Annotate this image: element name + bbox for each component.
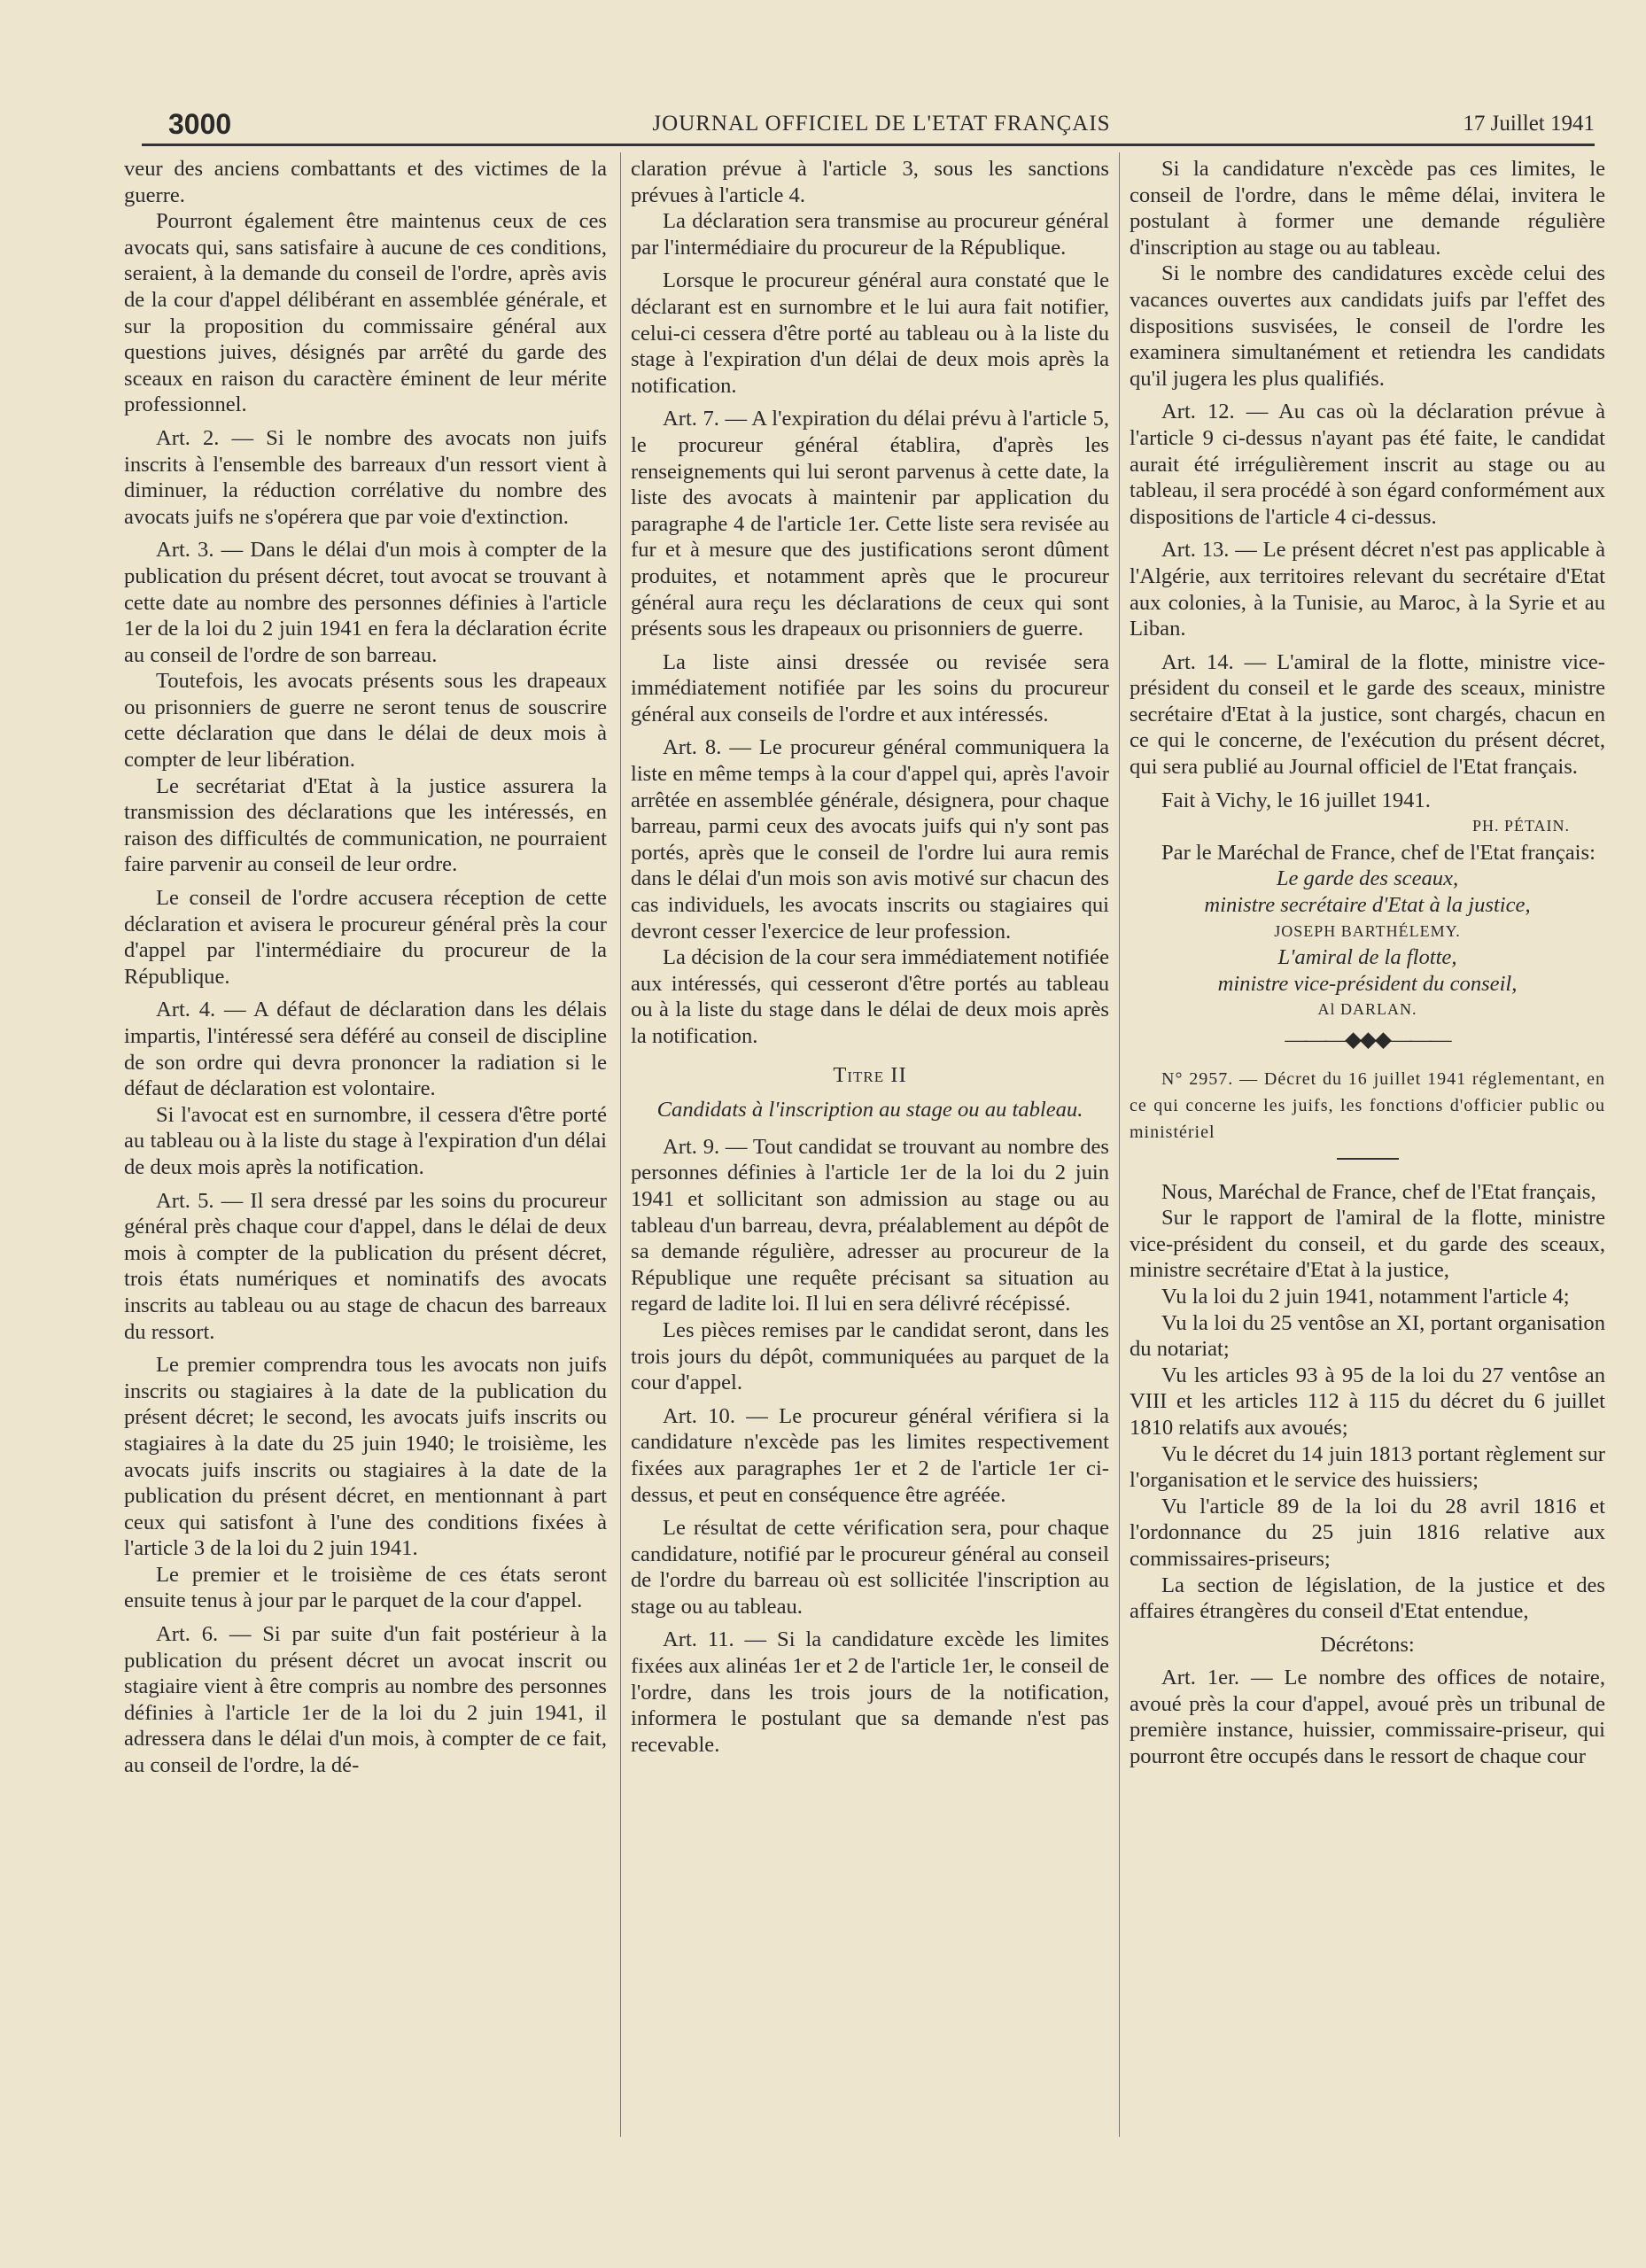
paragraph: La déclaration sera transmise au procureur général par l'intermédiaire du procureur de la République.	[631, 209, 1109, 260]
paragraph: Le résultat de cette vérification sera, pour chaque candidature, notifié par le procureur général au conseil de l'ordre du barreau où est sollicitée l'inscription au stage ou au tableau.	[631, 1516, 1109, 1619]
paragraph: Si l'avocat est en surnombre, il cessera d'être porté au tableau ou à la liste du stage à l'expiration d'un délai de deux mois après la notification.	[124, 1102, 607, 1179]
article-10: Art. 10. — Le procureur général vérifiera si la candidature n'excède pas les limites respectivement fixées aux paragraphes 1er et 2 de l'article 1er ci-dessus, et peut en conséquence être agréée.	[631, 1403, 1109, 1507]
article-2: Art. 2. — Si le nombre des avocats non juifs inscrits à l'ensemble des barreaux d'un ressort vient à diminuer, la réduction corrélative du nombre des avocats juifs ne s'opérera que par voie d'extinction.	[124, 425, 607, 529]
article-5: Art. 5. — Il sera dressé par les soins du procureur général près chaque cour d'appel, dans le délai de deux mois à compter de la publication du présent décret, trois états numériques et nominatifs des avocats inscrits au tableau ou au stage de chacun des barreaux du ressort.	[124, 1188, 607, 1344]
paragraph: Vu la loi du 2 juin 1941, notamment l'article 4;	[1161, 1284, 1570, 1309]
article-8: Art. 8. — Le procureur général communiquera la liste en même temps à la cour d'appel qui, après l'avoir arrêtée en assemblée générale, désignera, pour chaque barreau, parmi ceux des avocats juifs qui n'y sont pas portés, après que le conseil de l'ordre lui aura remis dans le délai d'un mois son avis motivé sur chacun des cas individuels, les avocats inscrits ou stagiaires qui devront cesser l'exercice de leur profession.	[631, 735, 1109, 944]
paragraph: La liste ainsi dressée ou revisée sera immédiatement notifiée par les soins du procureur général aux conseils de l'ordre et aux intéressés.	[631, 649, 1109, 726]
short-rule	[1337, 1158, 1399, 1160]
section-title: Titre II	[833, 1062, 907, 1087]
signatory-barthelemy: JOSEPH BARTHÉLEMY.	[1274, 921, 1461, 940]
paragraph: Les pièces remises par le candidat seront, dans les trois jours du dépôt, communiquées au parquet de la cour d'appel.	[631, 1317, 1109, 1395]
article-11: Art. 11. — Si la candidature excède les limites fixées aux alinéas 1er et 2 de l'article 1er, le conseil de l'ordre, dans les trois jours de la notification, informera le postulant que sa demande n'est pas recevable.	[631, 1627, 1109, 1757]
article-12: Art. 12. — Au cas où la déclaration prévue à l'article 9 ci-dessus n'ayant pas été faite, le candidat aurait été irrégulièrement inscrit au stage ou au tableau, il sera procédé à son égard conformément aux dispositions de l'article 4 ci-dessus.	[1130, 400, 1605, 529]
paragraph: Si la candidature n'excède pas ces limites, le conseil de l'ordre, dans le même délai, invitera le postulant à former une demande régulière d'inscription au stage ou au tableau.	[1130, 157, 1605, 260]
article-7: Art. 7. — A l'expiration du délai prévu à l'article 5, le procureur général établira, d'après les renseignements qui lui seront parvenus à cette date, la liste des avocats à maintenir par application du paragraphe 4 de l'article 1er. Cette liste sera revisée au fur et à mesure que des justifications seront dûment produites, et notamment après que le procureur général aura reçu les déclarations de ceux qui sont présents sous les drapeaux ou prisonniers de guerre.	[631, 407, 1109, 641]
paragraph: Le premier et le troisième de ces états seront ensuite tenus à jour par le parquet de la cour d'appel.	[124, 1562, 607, 1613]
article-3: Art. 3. — Dans le délai d'un mois à compter de la publication du présent décret, tout avocat se trouvant à cette date au nombre des personnes définies à l'article 1er de la loi du 2 juin 1941 en fera la déclaration écrite au conseil de l'ordre de son barreau.	[124, 538, 607, 667]
signature-by-line: Par le Maréchal de France, chef de l'Etat français:	[1161, 840, 1596, 865]
paragraph: Pourront également être maintenus ceux de ces avocats qui, sans satisfaire à aucune de ces conditions, seraient, à la demande du conseil de l'ordre, après avis de la cour d'appel délibérant en assemblée générale, et sur la proposition du commissaire général aux questions juives, désignés par arrêté du garde des sceaux en raison du caractère éminent de leur mérite professionnel.	[124, 209, 607, 417]
paragraph: veur des anciens combattants et des victimes de la guerre.	[124, 157, 607, 207]
page-number: 3000	[168, 108, 232, 140]
decree-title: N° 2957. — Décret du 16 juillet 1941 réglementant, en ce qui concerne les juifs, les fonctions d'officier public ou ministériel	[1130, 1068, 1605, 1142]
section-subtitle: Candidats à l'inscription au stage ou au tableau.	[656, 1098, 1083, 1122]
signatory-petain: PH. PÉTAIN.	[1471, 817, 1570, 835]
paragraph: Le premier comprendra tous les avocats non juifs inscrits ou stagiaires à la date de la publication du présent décret; le second, les avocats juifs inscrits ou stagiaires à la date du 25 juin 1940; le troisième, les avocats juifs inscrits ou stagiaires à la date de la publication du présent décret, en mentionnant à part ceux qui satisfont à l'une des conditions fixées à l'article 3 de la loi du 2 juin 1941.	[124, 1353, 607, 1561]
paragraph: La section de législation, de la justice et des affaires étrangères du conseil d'Etat entendue,	[1130, 1573, 1605, 1624]
signatory-title: Le garde des sceaux,	[1276, 866, 1459, 891]
paragraph: Lorsque le procureur général aura constaté que le déclarant est en surnombre et le lui aura fait notifier, celui-ci cessera d'être porté au tableau ou à la liste du stage à l'expiration d'un délai de deux mois après la notification.	[631, 268, 1109, 398]
article-13: Art. 13. — Le présent décret n'est pas applicable à l'Algérie, aux territoires relevant du secrétaire d'Etat aux colonies, à la Tunisie, au Maroc, à la Syrie et au Liban.	[1130, 538, 1605, 641]
paragraph: Nous, Maréchal de France, chef de l'Etat français,	[1161, 1179, 1596, 1204]
paragraph: Toutefois, les avocats présents sous les drapeaux ou prisonniers de guerre ne seront tenus de souscrire cette déclaration que dans le délai de deux mois à compter de leur libération.	[124, 669, 607, 773]
page-header	[168, 108, 1595, 144]
column-divider	[620, 152, 621, 2137]
paragraph: Le secrétariat d'Etat à la justice assurera la transmission des déclarations que les intéressés, en raison des difficultés de communication, ne pourraient faire parvenir au conseil de leur ordre.	[124, 773, 607, 877]
journal-title: JOURNAL OFFICIEL DE L'ETAT FRANÇAIS	[652, 112, 1111, 136]
column-3	[1130, 156, 1605, 1770]
article-1: Art. 1er. — Le nombre des offices de notaire, avoué près la cour d'appel, avoué près un tribunal de première instance, huissier, commissaire-priseur, qui pourront être occupés dans le ressort de chaque cour	[1130, 1666, 1605, 1769]
signatory-title: L'amiral de la flotte,	[1277, 945, 1457, 970]
paragraph: Le conseil de l'ordre accusera réception de cette déclaration et avisera le procureur général près la cour d'appel par l'intermédiaire du procureur de la République.	[124, 886, 607, 989]
article-9: Art. 9. — Tout candidat se trouvant au nombre des personnes définies à l'article 1er de la loi du 2 juin 1941 et sollicitant son admission au stage ou au tableau d'un barreau, devra, préalablement au dépôt de sa demande régulière, adresser au procureur de la République une requête précisant sa situation au regard de ladite loi. Il lui en sera délivré récépissé.	[631, 1134, 1109, 1317]
issue-date: 17 Juillet 1941	[1463, 112, 1595, 136]
paragraph: Si le nombre des candidatures excède celui des vacances ouvertes aux candidats juifs par l'effet des dispositions susvisées, le conseil de l'ordre les examinera simultanément et retiendra les candidats qu'il jugera les plus qualifiés.	[1130, 261, 1605, 391]
decretons-heading: Décrétons:	[1320, 1632, 1415, 1657]
header-rule	[142, 144, 1595, 146]
signatory-darlan: Al DARLAN.	[1317, 1000, 1417, 1019]
paragraph: claration prévue à l'article 3, sous les sanctions prévues à l'article 4.	[631, 157, 1109, 207]
column-1	[124, 156, 607, 1779]
paragraph: Vu les articles 93 à 95 de la loi du 27 ventôse an VIII et les articles 112 à 115 du décret du 6 juillet 1810 relatifs aux avoués;	[1130, 1363, 1605, 1440]
paragraph: Sur le rapport de l'amiral de la flotte, ministre vice-président du conseil, et du garde des sceaux, ministre secrétaire d'Etat à la justice,	[1130, 1206, 1605, 1283]
signatory-title: ministre vice-président du conseil,	[1217, 971, 1518, 996]
paragraph: Vu la loi du 25 ventôse an XI, portant organisation du notariat;	[1130, 1310, 1605, 1362]
article-14: Art. 14. — L'amiral de la flotte, ministre vice-président du conseil et le garde des sceaux, ministre secrétaire d'Etat à la justice, sont chargés, chacun en ce qui le concerne, de l'exécution du présent décret, qui sera publié au Journal officiel de l'Etat français.	[1130, 649, 1605, 780]
column-divider	[1119, 152, 1120, 2137]
column-2	[631, 156, 1109, 1758]
signature-place-date: Fait à Vichy, le 16 juillet 1941.	[1161, 788, 1431, 812]
signatory-title: ministre secrétaire d'Etat à la justice,	[1204, 893, 1531, 918]
paragraph: La décision de la cour sera immédiatement notifiée aux intéressés, qui cesseront d'être portés au tableau ou à la liste du stage dans le délai de deux mois après la notification.	[631, 945, 1109, 1048]
paragraph: Vu le décret du 14 juin 1813 portant règlement sur l'organisation et le service des huissiers;	[1130, 1441, 1605, 1493]
article-4: Art. 4. — A défaut de déclaration dans les délais impartis, l'intéressé sera déféré au conseil de discipline de son ordre qui devra prononcer la radiation si le défaut de déclaration est volontaire.	[124, 998, 607, 1101]
paragraph: Vu l'article 89 de la loi du 28 avril 1816 et l'ordonnance du 25 juin 1816 relative aux commissaires-priseurs;	[1130, 1494, 1605, 1571]
article-6: Art. 6. — Si par suite d'un fait postérieur à la publication du présent décret un avocat inscrit ou stagiaire vient à être compris au nombre des personnes définies à l'article 1er de la loi du 2 juin 1941, il adressera dans le délai d'un mois, à compter de ce fait, au conseil de l'ordre, la dé-	[124, 1622, 607, 1778]
ornament-divider: ———◆◆◆———	[1285, 1028, 1450, 1052]
